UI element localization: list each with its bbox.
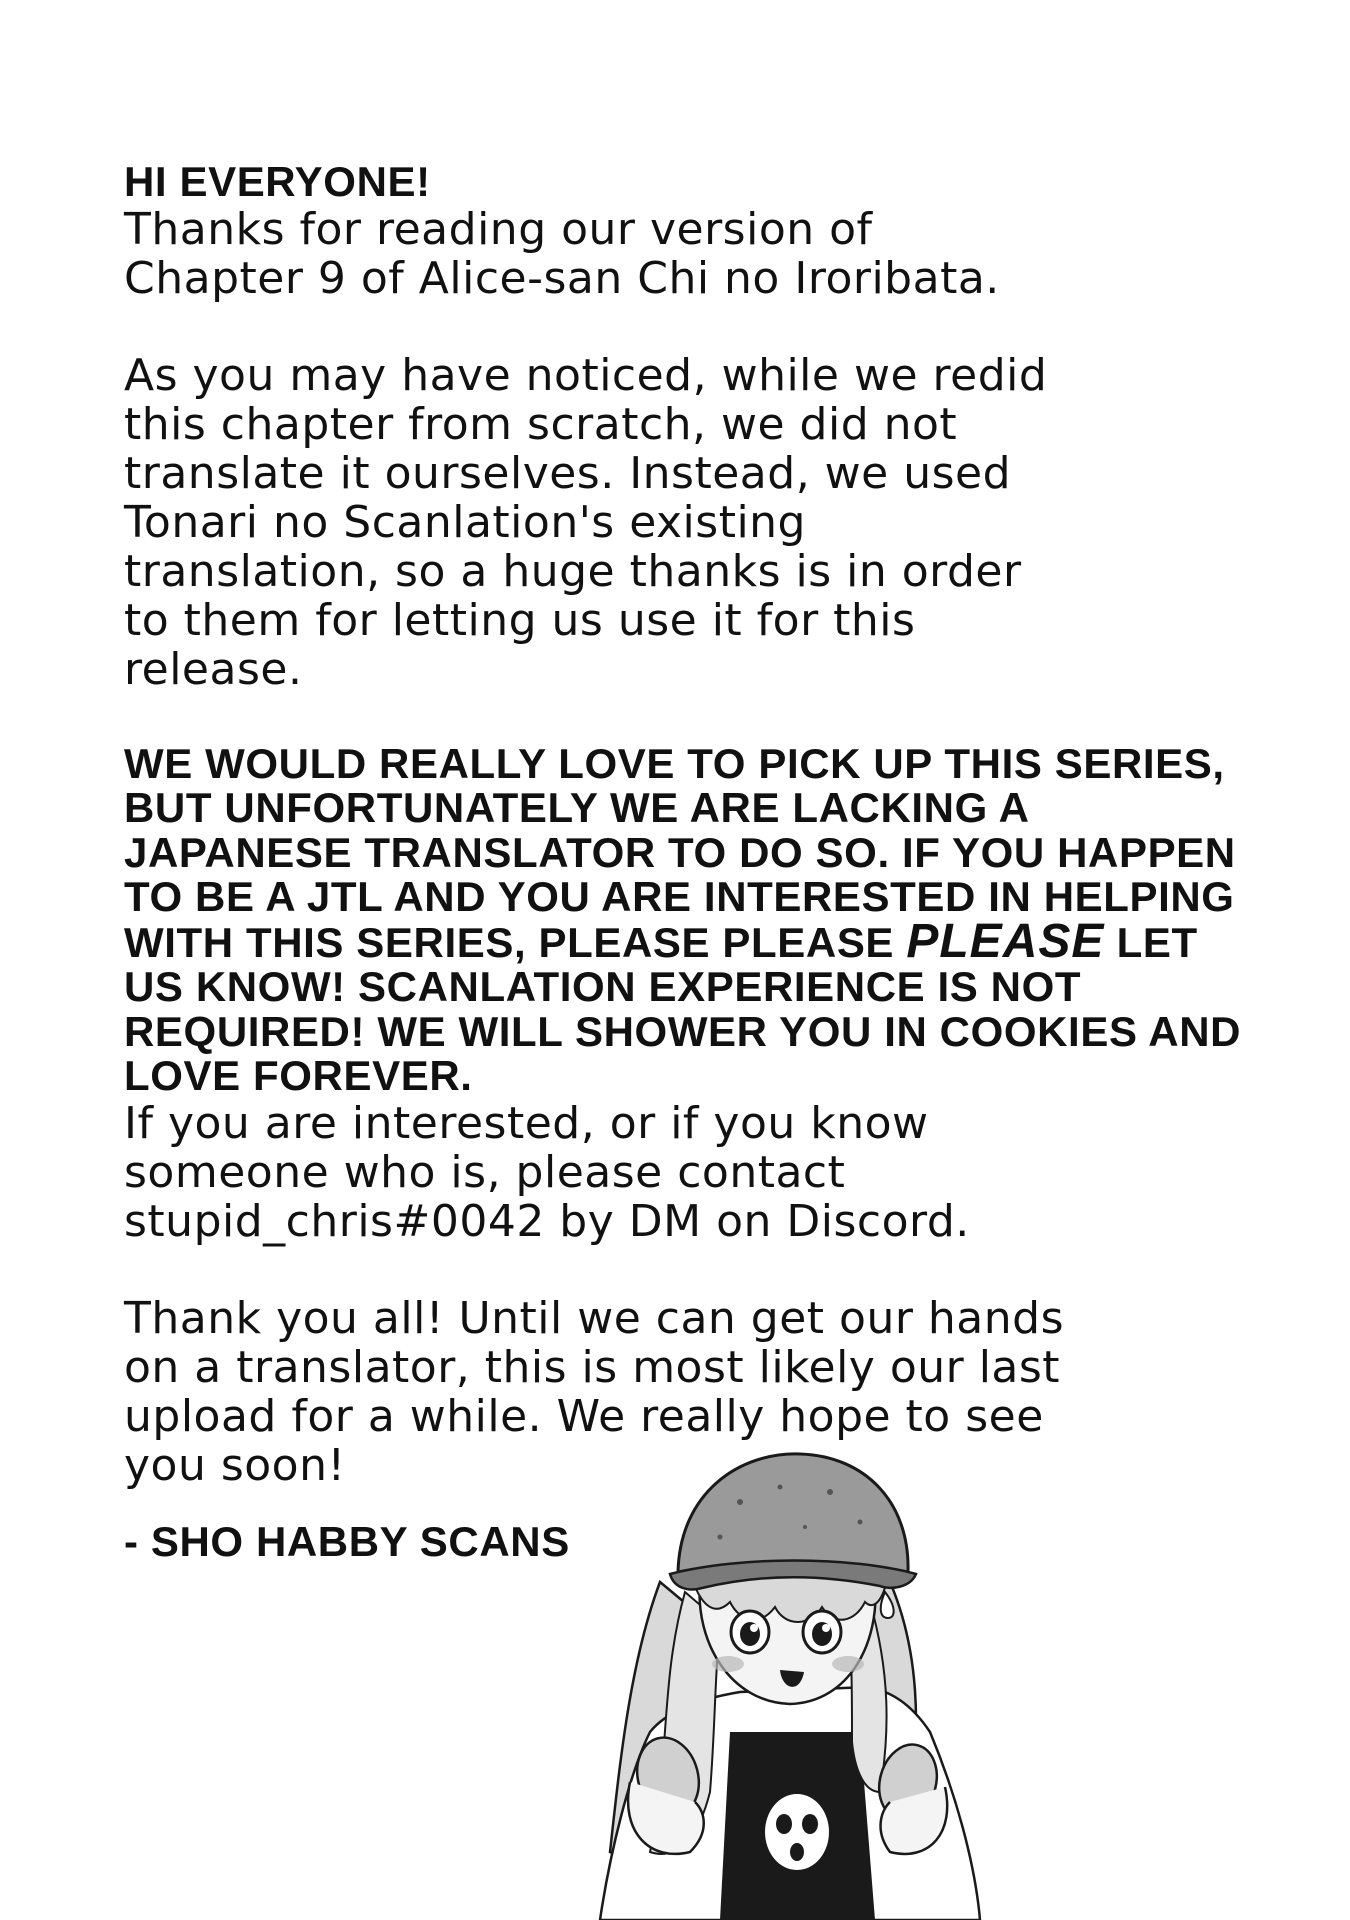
signature: - SHO HABBY SCANS bbox=[124, 1518, 570, 1565]
chibi-girl-illustration bbox=[590, 1432, 1000, 1920]
recruitment-appeal bbox=[124, 739, 1244, 1099]
appeal-text-2: LET US KNOW! SCANLATION EXPERIENCE IS NOT REQUIRED! WE WILL SHOWER YOU IN COOKIES AND LOVE FOREVER. bbox=[124, 918, 1242, 1099]
greeting-heading: HI EVERYONE! bbox=[124, 158, 431, 205]
letter-body bbox=[124, 160, 1244, 1490]
closing-text: Thank you all! Until we can get our hands on a translator, this is most likely our last upload for a while. We really hope to see you soon! bbox=[124, 1292, 1065, 1491]
blush-right bbox=[832, 1656, 864, 1672]
appeal-text-1: WE WOULD REALLY LOVE TO PICK UP THIS SERIES, BUT UNFORTUNATELY WE ARE LACKING A JAPANESE TRANSLATOR TO DO SO. IF YOU HAPPEN TO BE A JTL AND YOU ARE INTERESTED IN HELPING WITH THIS SERIES, PLEASE PLEASE bbox=[124, 739, 1236, 966]
contact-text: If you are interested, or if you know someone who is, please contact stupid_chris#0042 by DM on Discord. bbox=[124, 1097, 970, 1247]
intro-text: Thanks for reading our version of Chapter 9 of Alice-san Chi no Iroribata. bbox=[124, 203, 1000, 304]
translation-credit-text: As you may have noticed, while we redid this chapter from scratch, we did not translate it ourselves. Instead, we used Tonari no Scanlation's existing translation, so a huge thanks is in order to them for letting us use it for this release. bbox=[124, 349, 1048, 695]
cap bbox=[678, 1454, 908, 1572]
appeal-emphasis: PLEASE bbox=[906, 914, 1105, 968]
blush-left bbox=[712, 1656, 744, 1672]
